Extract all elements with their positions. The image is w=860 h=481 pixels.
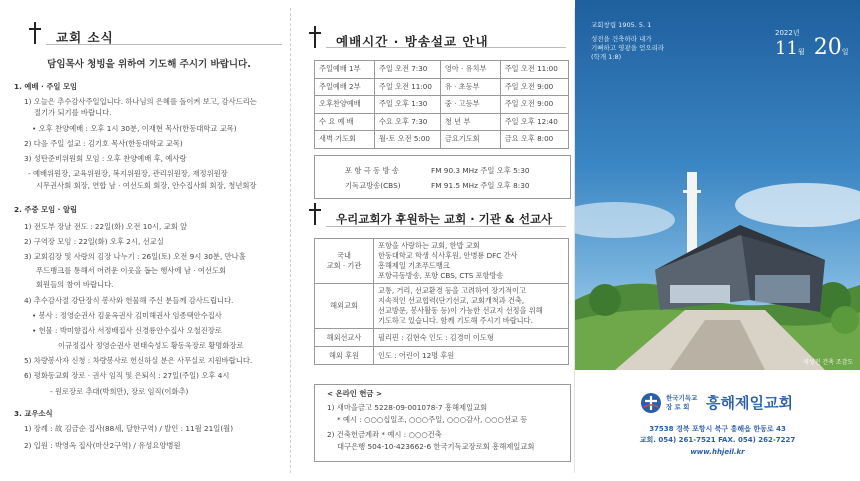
support-title: 우리교회가 후원하는 교회 · 기관 & 선교사: [336, 212, 553, 226]
news-line: 3) 교회김장 및 사랑의 김장 나누기 : 26일(토) 오전 9시 30분, 만나홀: [24, 252, 246, 261]
verse-reference: (학개 1:8): [591, 53, 622, 61]
support-label: [315, 347, 374, 365]
bulletin-year: 2022년: [775, 29, 800, 37]
schedule-cell: 주일예배 1부: [315, 61, 375, 79]
denomination: 한국기독교: [666, 394, 698, 402]
broadcast-time: FM 90.3 MHz 주일 오후 5:30: [431, 166, 530, 175]
divider: [326, 47, 566, 48]
church-emblem-icon: [640, 392, 662, 414]
support-line: 한동대학교 학생 식사후원, 안병룡 DFC 간사: [378, 251, 518, 260]
support-row: [315, 329, 569, 347]
verse-line: 성전을 건축하라 내가: [591, 35, 652, 43]
church-news-column: [0, 0, 290, 481]
schedule-cell: 금요기도회: [440, 131, 500, 149]
news-line: 1) 장례 : 故 김금순 집사(88세, 달한구역) / 발인 : 11월 21일(월): [24, 424, 234, 433]
news-line: 이규정집사 정영순권사 편태숙성도 황동욱장로 황명화장로: [58, 341, 244, 350]
support-value: [374, 284, 569, 329]
support-label-line: 해외선교사: [326, 332, 362, 342]
verse-line: 기뻐하고 영광을 얻으리라: [591, 44, 665, 52]
schedule-cell: 영아 · 유치부: [440, 61, 500, 79]
support-label: [315, 239, 374, 284]
news-line: • 오후 찬양예배 : 오후 1시 30분, 이재현 목사(한동대학교 교목): [32, 124, 237, 133]
support-row: [315, 347, 569, 365]
schedule-cell: 오후찬양예배: [315, 96, 375, 114]
support-table: [314, 238, 569, 374]
support-line: 기도하고 있습니다. 함께 기도해 주시기 바랍니다.: [378, 316, 533, 325]
worship-title: 예배시간 · 방송설교 안내: [336, 34, 489, 49]
news-heading: 2. 주중 모임 · 알림: [14, 205, 78, 214]
date-month-unit: 월: [797, 48, 805, 56]
support-line: 필리핀 : 김현숙 인도 : 김경미 이도형: [378, 332, 494, 342]
schedule-row: [315, 113, 569, 131]
news-line: 6) 평화동교회 장로 · 권사 임직 및 은퇴식 : 27일(주일) 오후 4시: [24, 371, 230, 380]
schedule-cell: 청 년 부: [440, 113, 500, 131]
worship-column: [290, 0, 573, 481]
news-line: 시무권사회 회장, 연합 남 · 여선도회 회장, 안수집사회 회장, 청년회장: [36, 181, 257, 190]
news-line: 1) 오늘은 추수감사주일입니다. 하나님의 은혜를 돌이켜 보고, 감사드리는: [24, 97, 257, 106]
schedule-cell: 주일 오전 9:00: [500, 78, 568, 96]
support-label: [315, 329, 374, 347]
support-grid: [314, 238, 569, 365]
schedule-cell: 월-토 오전 5:00: [374, 131, 440, 149]
support-line: 지속적인 선교협력(단기선교, 교회개척과 건축,: [378, 296, 525, 305]
date-day-unit: 일: [841, 48, 849, 56]
news-line: 3) 성탄준비위원회 모임 : 오후 찬양예배 후, 예사랑: [24, 154, 187, 163]
news-line: 회원들의 참여 바랍니다.: [36, 280, 114, 289]
news-line: 4) 추수감사절 강단장식 봉사와 헌물해 주신 분들께 감사드립니다.: [24, 296, 234, 305]
broadcast-station: 기독교방송(CBS): [345, 181, 401, 190]
denomination: 장 로 회: [666, 403, 690, 411]
schedule-cell: 주일예배 2부: [315, 78, 375, 96]
cross-icon: [27, 22, 43, 44]
online-line: 2) 건축헌금계좌 * 예시 : ○○○건축: [327, 430, 442, 439]
support-line: 인도 : 어린이 12명 후원: [378, 350, 455, 360]
schedule-cell: 중 · 고등부: [440, 96, 500, 114]
divider: [326, 226, 566, 227]
news-line: - 예배위원장, 교육위원장, 복지위원장, 관리위원장, 재정위원장: [28, 169, 228, 178]
schedule-row: [315, 61, 569, 79]
online-offering-box: [314, 384, 571, 462]
support-label-line: 해외교회: [330, 301, 358, 310]
schedule-row: [315, 131, 569, 149]
online-line: * 예시 : ○○○십일조, ○○○주일, ○○○감사, ○○○선교 등: [337, 415, 528, 424]
support-line: 교통, 거리, 선교환경 등을 고려하여 장기적이고: [378, 286, 526, 295]
news-heading: 3. 교우소식: [14, 409, 53, 418]
news-line: • 봉사 : 정영순권사 김윤옥권사 김미해권사 임종택안수집사: [32, 311, 222, 320]
schedule-cell: 주일 오후 12:40: [500, 113, 568, 131]
schedule-cell: 주일 오전 11:00: [500, 61, 568, 79]
schedule-cell: 주일 오전 9:00: [500, 96, 568, 114]
date-month: 11: [775, 38, 798, 59]
support-line: 포항극동방송, 포항 CBS, CTS 포항방송: [378, 271, 504, 280]
church-phone: 교회. 054) 261-7521 FAX. 054) 262-7227: [639, 436, 796, 444]
schedule-cell: 주일 오전 7:30: [374, 61, 440, 79]
support-label-line: 해외 후원: [328, 350, 360, 360]
cover-image: [575, 0, 860, 370]
support-row: [315, 284, 569, 329]
news-line: • 헌물 : 박미향집사 서정배집사 신경룡안수집사 오철진장로: [32, 326, 222, 335]
cover-column: [575, 0, 860, 481]
founded-date: 교회창립 1905. 5. 1: [591, 21, 652, 29]
news-line: - 원로장로 추대(박희만), 장로 임직(이화추): [50, 387, 189, 396]
broadcast-box: [314, 155, 571, 199]
broadcast-time: FM 91.5 MHz 주일 오후 8:30: [431, 181, 530, 190]
broadcast-station: 포 항 극 동 방 송: [345, 166, 399, 175]
support-value: [374, 347, 569, 365]
news-line: 절기가 되기를 바랍니다.: [34, 108, 112, 117]
support-label: [315, 284, 374, 329]
date-day: 20: [813, 35, 842, 60]
church-website[interactable]: www.hhjeil.kr: [690, 448, 745, 456]
schedule-cell: 유 · 초등부: [440, 78, 500, 96]
schedule-cell: 수요 오후 7:30: [374, 113, 440, 131]
news-line: 1) 전도부 장날 전도 : 22일(화) 오전 10시, 교회 앞: [24, 222, 188, 231]
support-label-line: 교회 · 기관: [326, 261, 362, 270]
online-line: 1) 새마을금고 5228-09-001078-7 흥해제일교회: [327, 403, 488, 412]
bulletin-date: [775, 35, 849, 60]
schedule-cell: 금요 오후 8:00: [500, 131, 568, 149]
online-line: 대구은행 504-10-423662-6 한국기독교장로회 흥해제일교회: [337, 442, 535, 451]
divider: [46, 44, 282, 45]
news-line: 푸드뱅크를 통해서 어려운 이웃을 돕는 행사에 남 · 여선도회: [36, 266, 227, 275]
news-line: 5) 차량봉사자 신청 : 차량봉사로 헌신하실 분은 사무실로 지원바랍니다.: [24, 356, 253, 365]
schedule-row: [315, 78, 569, 96]
church-news-title: 교회 소식: [56, 30, 114, 45]
support-value: [374, 239, 569, 284]
intro-text: 담임목사 청빙을 위하여 기도해 주시기 바랍니다.: [47, 59, 251, 70]
support-line: 선교방문, 봉사활동 등)이 가능한 선교지 선정을 위해: [378, 306, 543, 315]
schedule-cell: 주일 오전 11:00: [374, 78, 440, 96]
news-heading: 1. 예배 · 주일 모임: [14, 82, 78, 91]
support-row: [315, 239, 569, 284]
cross-icon: [307, 26, 323, 48]
support-label-line: 국내: [337, 251, 351, 260]
support-line: 포항을 사랑하는 교회, 한밥 교회: [378, 241, 480, 250]
online-offering-title: < 온라인 헌금 >: [327, 389, 383, 398]
church-name: 흥해제일교회: [706, 394, 793, 412]
image-caption: 새성전 건축 조감도: [803, 359, 854, 366]
schedule-cell: 주일 오후 1:30: [374, 96, 440, 114]
worship-schedule-table: [314, 60, 569, 149]
news-line: 2) 다음 주일 설교 : 김기호 목사(한동대학교 교목): [24, 139, 183, 148]
schedule-cell: 새벽 기도회: [315, 131, 375, 149]
news-line: 2) 입원 : 박영옥 집사(마산2구역) / 유성요양병원: [24, 441, 181, 450]
support-line: 흥해제일 기초푸드뱅크: [378, 261, 450, 270]
support-value: [374, 329, 569, 347]
schedule-row: [315, 96, 569, 114]
schedule-cell: 수 요 예 배: [315, 113, 375, 131]
news-line: 2) 구역장 모임 : 22일(화) 오후 2시, 선교실: [24, 237, 164, 246]
church-address: 37538 경북 포항시 북구 흥해읍 한동로 43: [649, 425, 786, 433]
cross-icon: [307, 203, 323, 225]
